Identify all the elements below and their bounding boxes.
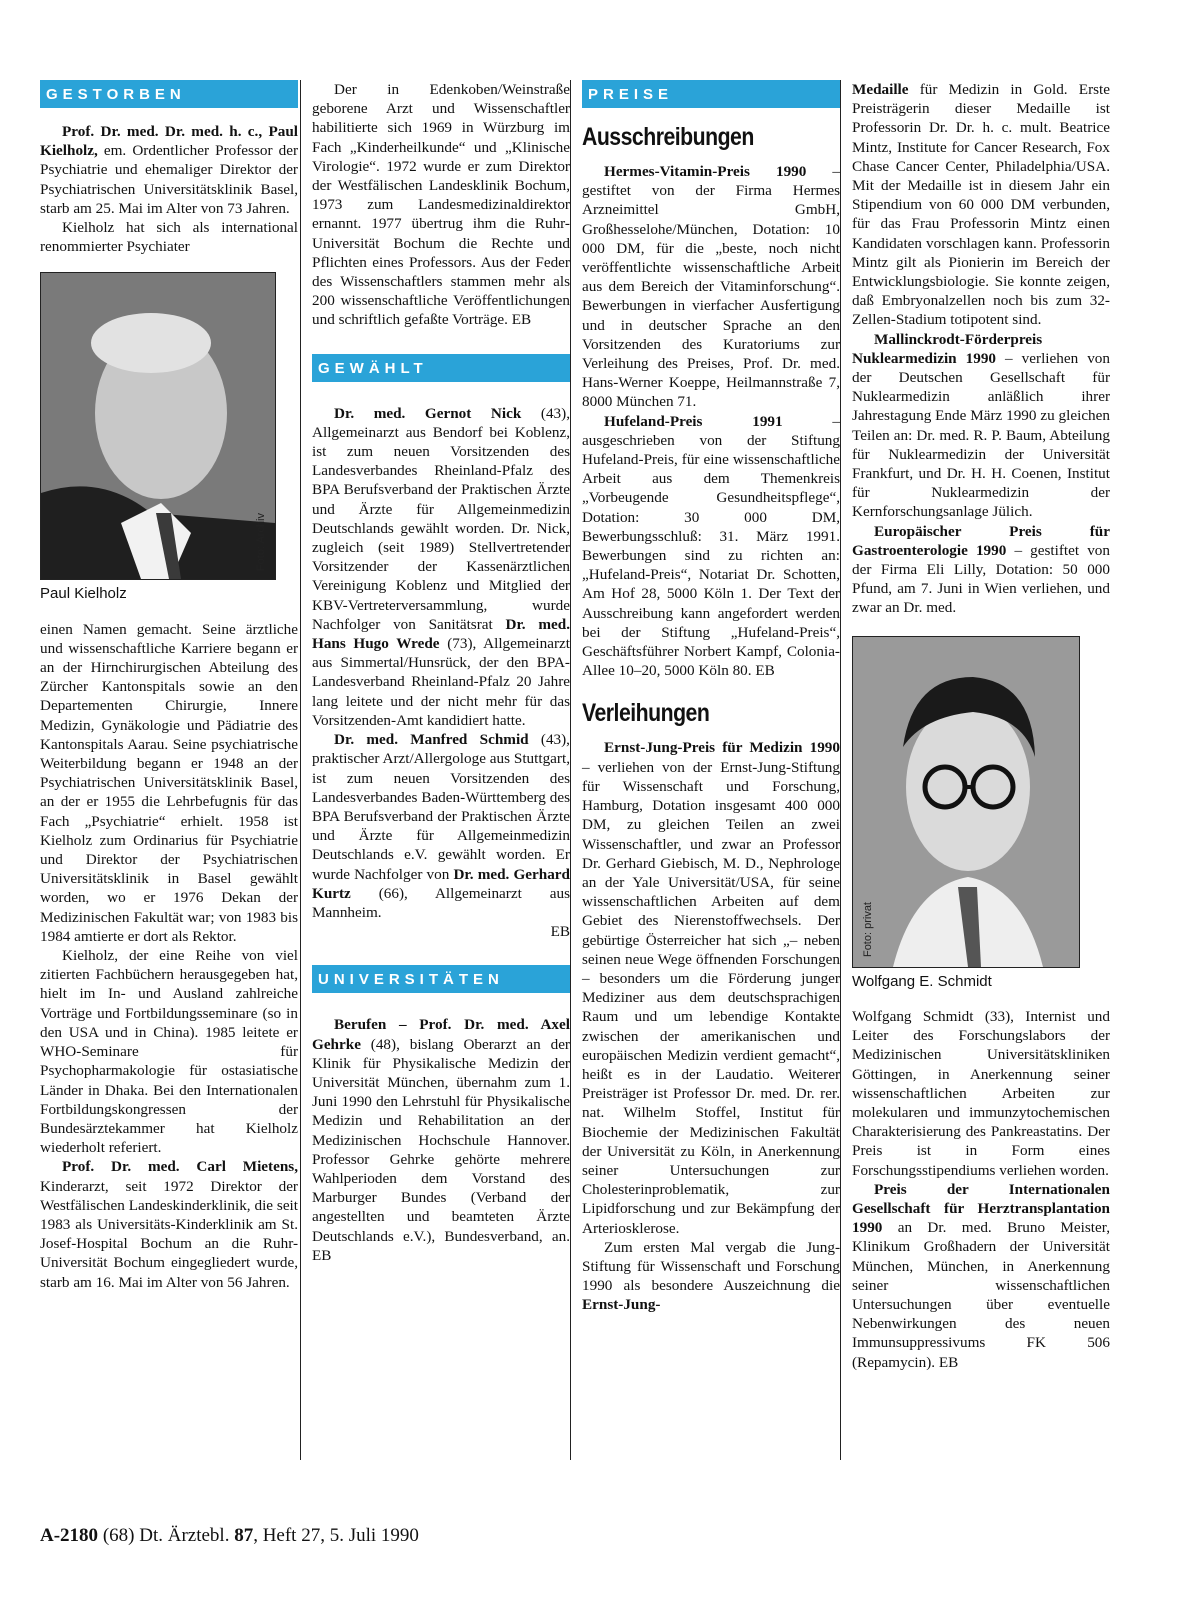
heading-verleihungen: Verleihungen bbox=[582, 699, 710, 728]
page-footer: A-2180 (68) Dt. Ärztebl. 87, Heft 27, 5. Juli 1990 bbox=[40, 1525, 419, 1546]
obituary-kielholz: Prof. Dr. med. Dr. med. h. c., Paul Kielholz, em. Ordentlicher Professor der Psychiatrie und ehemaliger Direktor der Psychiatrischen Universitätsklinik Basel, starb am 25. Mai im Alter von 73 Jahren. bbox=[40, 123, 298, 217]
section-bar-preise: PREISE bbox=[582, 80, 840, 108]
obituary-kielholz-work: Kielholz, der eine Reihe von viel zitierten Fachbüchern herausgegeben hat, hielt im In- und Ausland zahlreiche Vorträge und Fortbildungsseminare (so in den USA und in China). 1985 leitete er WHO-Seminare für Psychopharmakologie für ostasiatische Länder in Dhaka. Bei den Internationalen Fortbildungskongressen der Bundesärztekammer hat Kielholz wiederholt referiert. bbox=[40, 947, 298, 1157]
author-sign: EB bbox=[550, 923, 570, 941]
column-rule bbox=[840, 80, 841, 1460]
photo-credit: Foto: privat bbox=[862, 901, 874, 957]
photo-paul-kielholz bbox=[40, 272, 276, 580]
section-bar-universitaeten: UNIVERSITÄTEN bbox=[312, 965, 570, 993]
column-4 bbox=[852, 80, 1110, 1372]
heading-ausschreibungen: Ausschreibungen bbox=[582, 123, 754, 151]
obituary-mietens-continued: Der in Edenkoben/Weinstraße geborene Arzt und Wissenschaftler habilitierte sich 1969 in Würzburg im Fach „Kinderheilkunde“ und „Klinische Virologie“. 1972 wurde er zum Direktor der Westfälischen Landesklinik Bochum, 1973 zum Landesmedizinaldirektor ernannt. 1977 übertrug ihm die Ruhr-Universität Bochum die Rechte und Pflichten eines Professors. Aus der Feder des Wissenschaftlers stammen mehr als 200 wissenschaftliche Veröffentlichungen und schriftlich gefaßte Vorträge. EB bbox=[312, 81, 570, 329]
elected-nick: Dr. med. Gernot Nick (43), Allgemeinarzt aus Bendorf bei Koblenz, ist zum neuen Vorsitzenden des Landesverbandes Rheinland-Pfalz des BPA Berufsverband der Praktischen Ärzte und Ärzte für Allgemeinmedizin Deutschlands gewählt worden. Dr. Nick, zugleich (seit 1989) Stellvertretender Vorsitzender der Kassenärztlichen Vereinigung Koblenz und Mitglied der KBV-Vertreterversammlung, wurde Nachfolger von Sanitätsrat Dr. med. Hans Hugo Wrede (73), Allgemeinarzt aus Simmertal/Hunsrück, der den BPA-Landesverband Rheinland-Pfalz 20 Jahre lang leitete und der nicht mehr für das Vorsitzenden-Amt kandidiert hatte. bbox=[312, 404, 570, 729]
section-bar-gewaehlt: GEWÄHLT bbox=[312, 354, 570, 382]
column-3 bbox=[582, 80, 840, 1315]
award-ernst-jung: Ernst-Jung-Preis für Medizin 1990 – verliehen von der Ernst-Jung-Stiftung für Wissenschaft und Forschung, Hamburg, Dotation insgesamt 400 000 DM, zu gleichen Teilen an zwei Wissenschaftler, und zwar an Professor Dr. Gerhard Giebisch, M. D., Nephrologe an der Yale Universität/USA, für seine wissenschaftlichen Arbeiten auf dem Gebiet des Nierenstoffwechsels. Der gebürtige Österreicher hat sich „– neben seinen neue Wege öffnenden Forschungen – besonders um die Förderung junger Mediziner aus dem deutschsprachigen Raum und um lebendige Kontakte zwischen der amerikanischen und europäischen Medizin verdient gemacht“, heißt es in der Laudatio. Weiterer Preisträger ist Professor Dr. med. Dr. rer. nat. Wilhelm Stoffel, Institut für Biochemie der Medizinischen Fakultät der Universität zu Köln, in Anerkennung seiner Untersuchungen zur Cholesterinproblematik, zur Lipidforschung und zur Bekämpfung der Arteriosklerose. bbox=[582, 739, 840, 1237]
award-mallinckrodt: Mallinckrodt-Förderpreis Nuklearmedizin 1990 – verliehen von der Deutschen Gesellschaft für Nuklearmedizin anläßlich ihrer Jahrestagung Ende März 1990 zu gleichen Teilen an: Dr. med. R. P. Baum, Abteilung für Nuklearmedizin der Universität Frankfurt, und Dr. H. H. Coenen, Institut für Nuklearmedizin der Kernforschungsanlage Jülich. bbox=[852, 330, 1110, 521]
obituary-kielholz-text: Kielholz hat sich als international renommierter Psychiater bbox=[40, 219, 298, 256]
column-1 bbox=[40, 80, 298, 1292]
award-gastroenterology: Europäischer Preis für Gastroenterologie 1990 – gestiftet von der Firma Eli Lilly, Dotation: 50 000 Pfund, am 7. Juni in Wien verliehen, und zwar an Dr. med. bbox=[852, 522, 1110, 617]
award-medal-continued: Medaille für Medizin in Gold. Erste Preisträgerin dieser Medaille ist Professorin Dr. Dr. h. c. mult. Beatrice Mintz, Institute for Cancer Research, Fox Chase Cancer Center, Philadelphia/USA. Mit der Medaille ist in diesem Jahr ein Stipendium von 60 000 DM verbunden, für das Frau Professorin Mintz einen Kandidaten vorschlagen kann. Professorin Mintz gilt als Pionierin im Bereich der Entwicklungsbiologie. Sie konnte zeigen, daß Embryonalzellen noch bis zum 32-Zellen-Stadium totipotent sind. bbox=[852, 81, 1110, 329]
elected-schmid: Dr. med. Manfred Schmid (43), praktischer Arzt/Allergologe aus Stuttgart, ist zum neuen Vorsitzenden des Landesverbandes Baden-Württemberg des BPA Berufsverband der Praktischen Ärzte und Ärzte für Allgemeinmedizin Deutschlands e.V. gewählt worden. Er wurde Nachfolger von Dr. med. Gerhard Kurtz (66), Allgemeinarzt aus Mannheim. bbox=[312, 731, 570, 921]
portrait-image bbox=[853, 637, 1079, 967]
obituary-kielholz-career: einen Namen gemacht. Seine ärztliche und wissenschaftliche Karriere begann er an der Hirnchirurgischen Abteilung des Zürcher Kantonspitals sowie an den Departementen Chirurgie, Innere Medizin, Gynäkologie und Pädiatrie des Kantonspitals Aarau. Seine psychiatrische Weiterbildung begann er 1948 an der Psychiatrischen Universitätsklinik Basel, an der er 1955 die Lehrbefugnis für das Fach „Psychiatrie“ erhielt. 1958 ist Kielholz zum Ordinarius für Psychiatrie und Direktor der Psychiatrischen Universitätsklinik in Basel gewählt worden, wo er 1976 Dekan der Medizinischen Fakultät war; von 1983 bis 1984 amtierte er dort als Rektor. bbox=[40, 620, 298, 945]
appointed-gehrke: Berufen – Prof. Dr. med. Axel Gehrke (48), bislang Oberarzt an der Klinik für Physikalische Medizin der Universität München, übernahm zum 1. Juni 1990 den Lehrstuhl für Physikalische Medizin und Rehabilitation an der Medizinischen Hochschule Hannover. Professor Gehrke gehörte mehrere Wahlperioden dem Vorstand des Marburger Bundes (Verband der angestellten und beamteten Ärzte Deutschlands e.V.), Bundesverband, an. EB bbox=[312, 1016, 570, 1264]
obituary-mietens: Prof. Dr. med. Carl Mietens, Kinderarzt, seit 1972 Direktor der Westfälischen Landeskinderklinik, die seit 1983 als Universitäts-Kinderklinik am St. Josef-Hospital Bochum an die Ruhr-Universität Bochum eingegliedert wurde, starb am 16. Mai im Alter von 56 Jahren. bbox=[40, 1158, 298, 1291]
award-jung-medal: Zum ersten Mal vergab die Jung-Stiftung für Wissenschaft und Forschung 1990 als besondere Auszeichnung die Ernst-Jung- bbox=[582, 1238, 840, 1314]
award-schmidt-text: Wolfgang Schmidt (33), Internist und Leiter des Forschungslabors der Medizinischen Universitätskliniken Göttingen, in Anerkennung seiner wissenschaftlichen Arbeiten zur molekularen und immunzytochemischen Charakterisierung des Pankreastatins. Der Preis ist in Form eines Forschungsstipendiums verliehen worden. bbox=[852, 1007, 1110, 1179]
column-rule bbox=[570, 80, 571, 1460]
prize-hufeland: Hufeland-Preis 1991 – ausgeschrieben von der Stiftung Hufeland-Preis, für eine wissenschaftliche Arbeit aus dem Themenkreis „Vorbeugende Gesundheitspflege“, Dotation: 30 000 DM, Bewerbungsschluß: 31. März 1991. Bewerbungen sind zu richten an: „Hufeland-Preis“, Notariat Dr. Schotten, Am Hof 28, 5000 Köln 1. Der Text der Ausschreibung kann angefordert werden bei der Stiftung „Hufeland-Preis“, Geschäftsführer Norbert Kampf, Colonia-Allee 10–20, 5000 Köln 80. EB bbox=[582, 412, 840, 680]
section-bar-gestorben: GESTORBEN bbox=[40, 80, 298, 108]
prize-hermes: Hermes-Vitamin-Preis 1990 – gestiftet von der Firma Hermes Arzneimittel GmbH, Großhesselohe/München, Dotation: 10 000 DM, für die „beste, noch nicht veröffentlichte wissenschaftliche Arbeit aus dem Bereich der Vitaminforschung“. Bewerbungen in vierfacher Ausfertigung und in deutscher Sprache an den Vorsitzenden des Kuratoriums zur Verleihung des Preises, Prof. Dr. med. Hans-Werner Koeppe, Heilmannstraße 7, 8000 München 71. bbox=[582, 163, 841, 411]
photo-wolfgang-schmidt bbox=[852, 636, 1080, 968]
award-heart-transplant: Preis der Internationalen Gesellschaft für Herztransplantation 1990 an Dr. med. Bruno Meister, Klinikum Großhadern der Universität München, München, in Anerkennung seiner wissenschaftlichen Untersuchungen über eventuelle Nebenwirkungen des neuen Immunsuppressivums FK 506 (Repamycin). EB bbox=[852, 1180, 1110, 1371]
photo-caption: Wolfgang E. Schmidt bbox=[852, 972, 992, 990]
column-rule bbox=[300, 80, 301, 1460]
column-2 bbox=[312, 80, 570, 1265]
photo-caption: Paul Kielholz bbox=[40, 585, 127, 603]
portrait-image bbox=[41, 273, 275, 579]
photo-credit: Foto: Archiv bbox=[254, 513, 267, 572]
page-number: A-2180 bbox=[40, 1525, 99, 1546]
